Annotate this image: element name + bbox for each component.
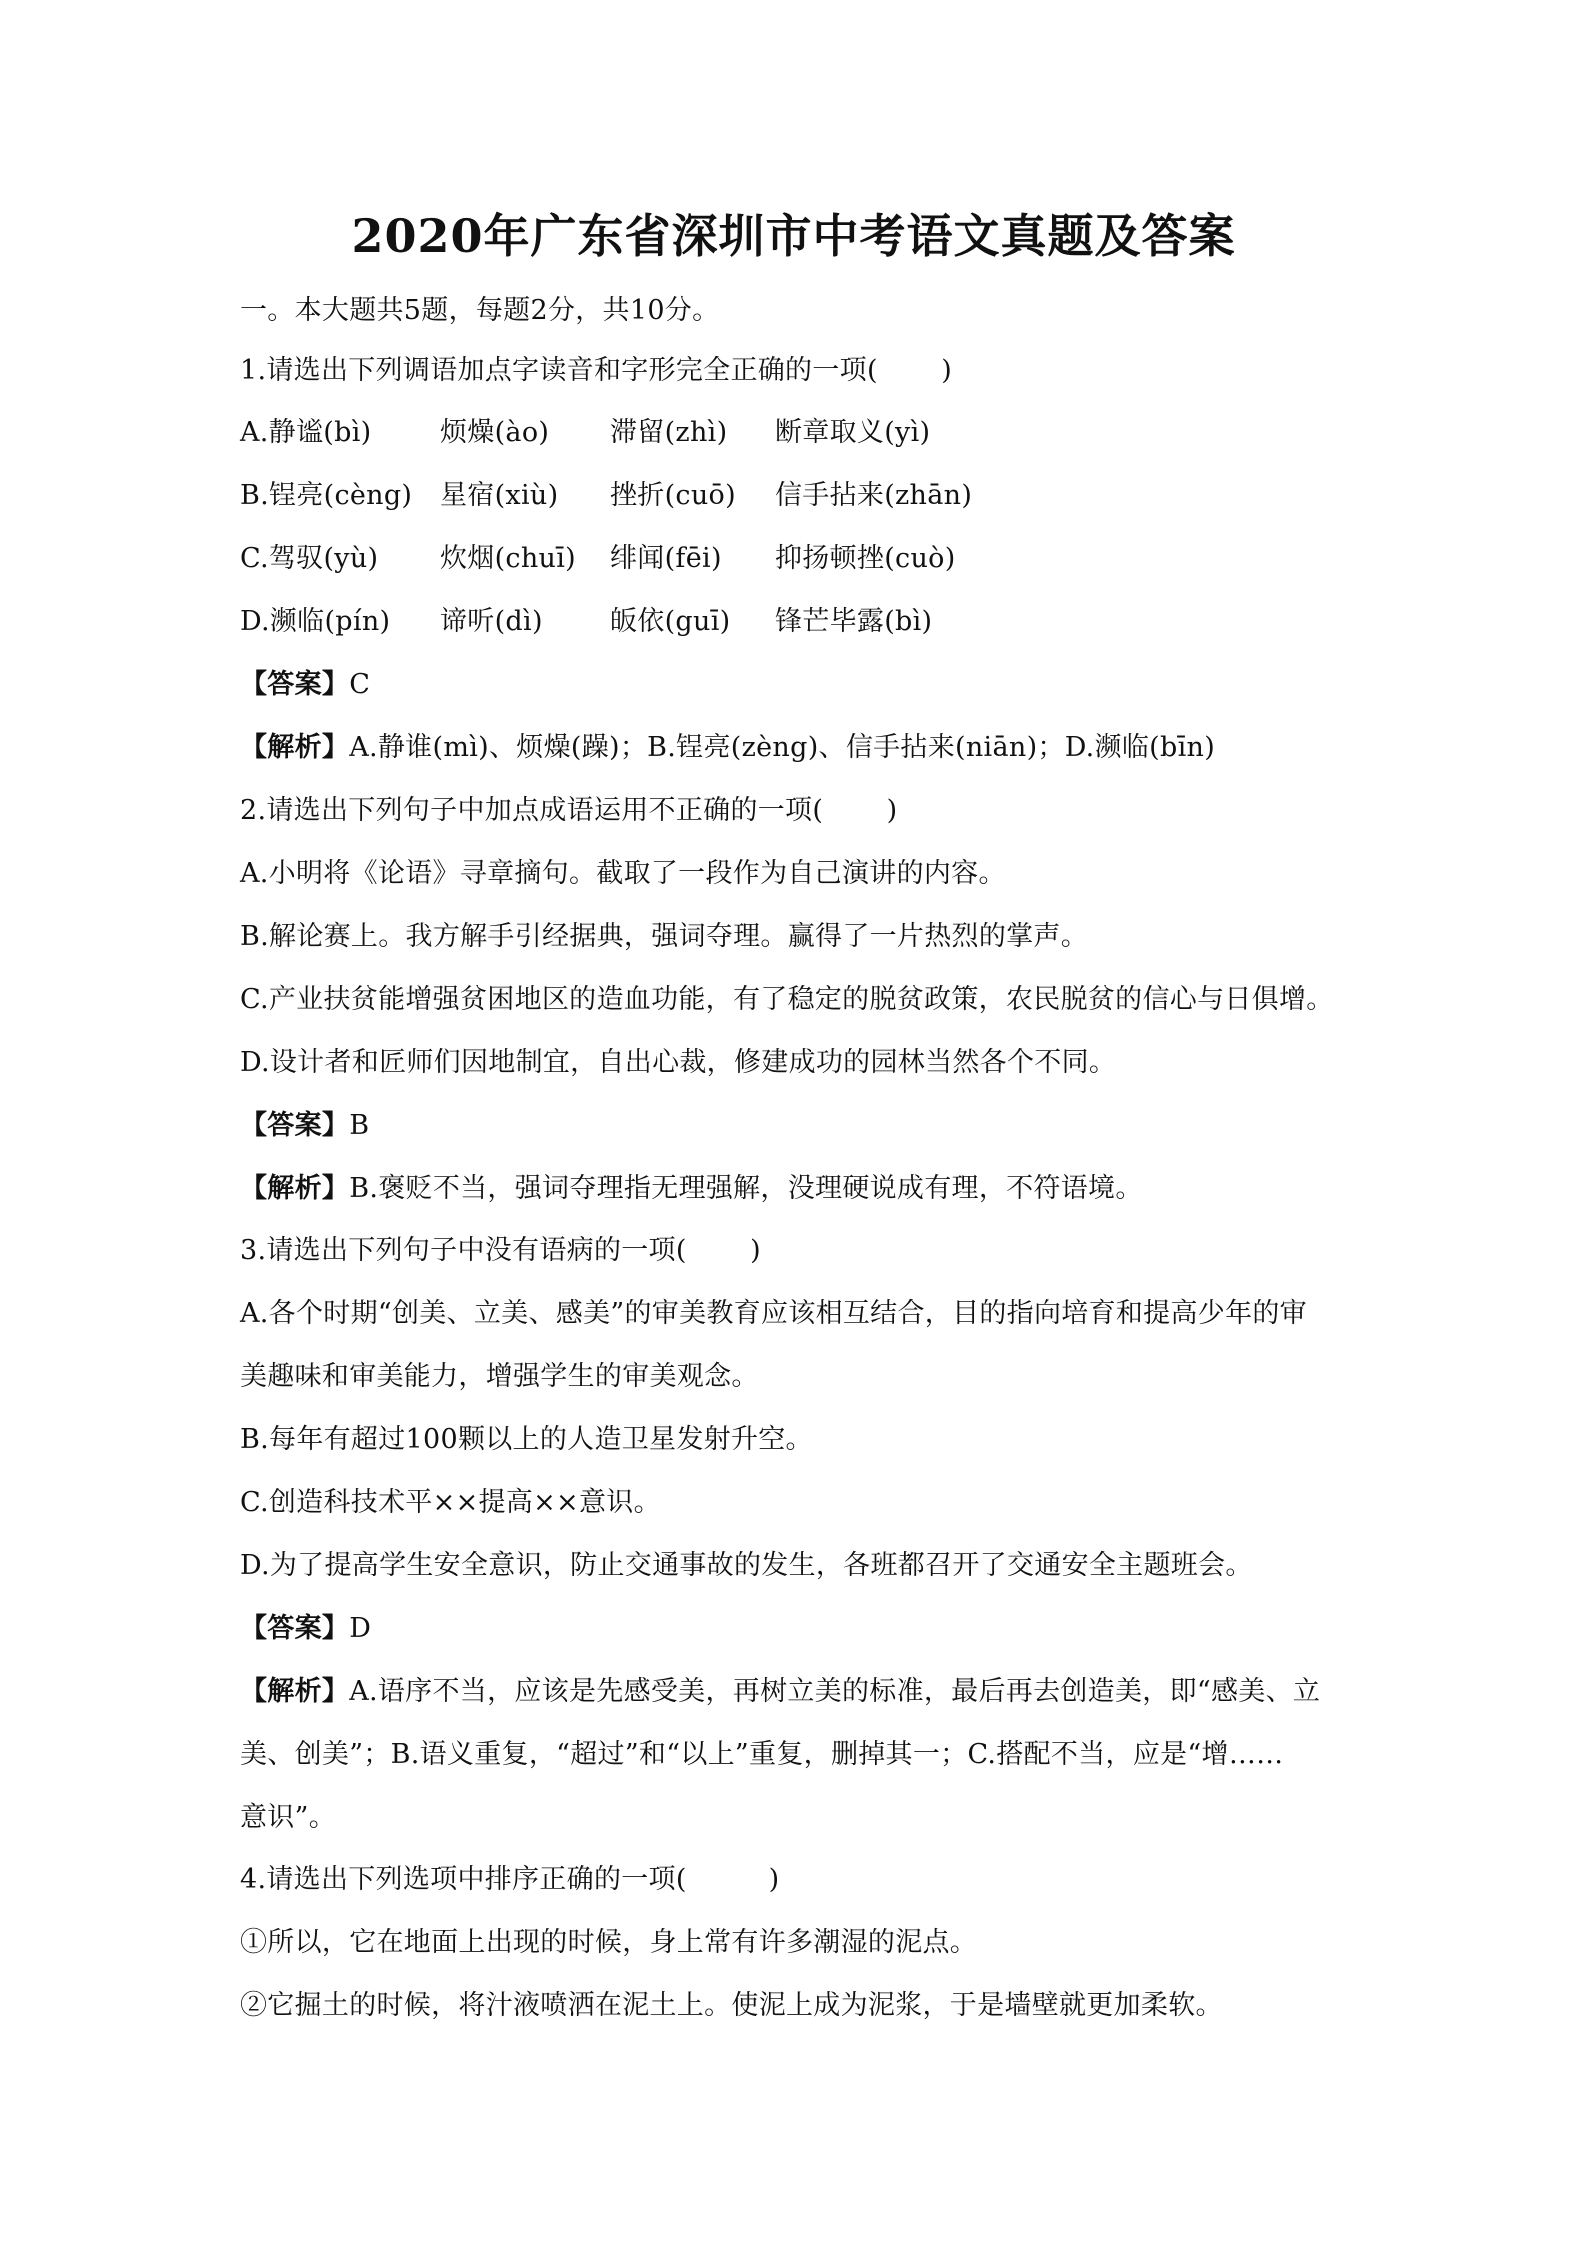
analysis-text: B.褒贬不当，强词夺理指无理强解，没理硬说成有理，不符语境。 <box>349 1173 1143 1204</box>
option-word: A.静谧(bì) <box>240 417 372 448</box>
option-word: 滞留(zhì) <box>610 417 728 448</box>
answer-tag: 【答案】 <box>240 1613 350 1644</box>
analysis-tag: 【解析】 <box>240 1676 350 1707</box>
answer-value: B <box>349 1110 370 1141</box>
option-word: D.濒临(pín) <box>240 606 391 637</box>
q2-option-c: C.产业扶贫能增强贫困地区的造血功能，有了稳定的脱贫政策，农民脱贫的信心与日俱增。 <box>240 984 1334 1015</box>
q4-sentence-1: ①所以，它在地面上出现的时候，身上常有许多潮湿的泥点。 <box>240 1927 978 1958</box>
q1-stem: 1.请选出下列调语加点字读音和字形完全正确的一项( ) <box>240 355 953 386</box>
q3-analysis-line2: 美、创美”；B.语义重复，“超过”和“以上”重复，删掉其一；C.搭配不当，应是“增…… <box>240 1739 1284 1770</box>
q2-analysis <box>240 1171 1357 1207</box>
option-word: 信手拈来(zhān) <box>775 480 973 511</box>
answer-tag: 【答案】 <box>240 669 350 700</box>
option-word: 星宿(xiù) <box>440 480 559 511</box>
option-word: 炊烟(chuī) <box>440 543 577 574</box>
option-word: 抑扬顿挫(cuò) <box>775 543 956 574</box>
q3-option-d: D.为了提高学生安全意识，防止交通事故的发生，各班都召开了交通安全主题班会。 <box>240 1550 1253 1581</box>
option-word: 挫折(cuō) <box>610 480 736 511</box>
q3-analysis-line1 <box>240 1674 1357 1710</box>
q3-analysis-line3: 意识”。 <box>240 1802 337 1833</box>
option-word: B.锃亮(cèng) <box>240 480 413 511</box>
analysis-tag: 【解析】 <box>240 1173 350 1204</box>
option-word: 烦燥(ào) <box>440 417 550 448</box>
option-word: 断章取义(yì) <box>775 417 931 448</box>
q1-answer <box>240 667 1357 703</box>
q2-option-d: D.设计者和匠师们因地制宜，自出心裁，修建成功的园林当然各个不同。 <box>240 1047 1117 1078</box>
analysis-text: A.静谁(mì)、烦燥(躁)；B.锃亮(zèng)、信手拈来(niān)；D.濒临(bīn) <box>349 732 1216 763</box>
option-word: 谛听(dì) <box>440 606 543 637</box>
q2-stem: 2.请选出下列句子中加点成语运用不正确的一项( ) <box>240 795 898 826</box>
answer-tag: 【答案】 <box>240 1110 350 1141</box>
answer-value: C <box>349 669 371 700</box>
q2-option-a: A.小明将《论语》寻章摘句。截取了一段作为自己演讲的内容。 <box>240 858 1006 889</box>
q3-stem: 3.请选出下列句子中没有语病的一项( ) <box>240 1235 762 1266</box>
option-word: 皈依(guī) <box>610 606 731 637</box>
q4-sentence-2: ②它掘土的时候，将汁液喷洒在泥土上。使泥上成为泥浆，于是墙壁就更加柔软。 <box>240 1990 1223 2021</box>
option-word: C.驾驭(yù) <box>240 543 379 574</box>
q3-answer <box>240 1611 1357 1647</box>
q2-option-b: B.解论赛上。我方解手引经据典，强词夺理。赢得了一片热烈的掌声。 <box>240 921 1089 952</box>
q2-answer <box>240 1108 1357 1144</box>
analysis-tag: 【解析】 <box>240 732 350 763</box>
q1-analysis <box>240 730 1357 766</box>
page-title: 2020年广东省深圳市中考语文真题及答案 <box>351 209 1236 263</box>
answer-value: D <box>349 1613 372 1644</box>
q3-option-a-line2: 美趣味和审美能力，增强学生的审美观念。 <box>240 1361 759 1392</box>
q4-stem: 4.请选出下列选项中排序正确的一项( ) <box>240 1864 780 1895</box>
analysis-text: A.语序不当，应该是先感受美，再树立美的标准，最后再去创造美，即“感美、立 <box>349 1676 1321 1707</box>
q3-option-b: B.每年有超过100颗以上的人造卫星发射升空。 <box>240 1424 813 1455</box>
option-word: 锋芒毕露(bì) <box>775 606 933 637</box>
q3-option-c: C.创造科技术平××提高××意识。 <box>240 1487 661 1518</box>
section-header: 一。本大题共5题，每题2分，共10分。 <box>240 295 720 326</box>
q3-option-a-line1: A.各个时期“创美、立美、感美”的审美教育应该相互结合，目的指向培育和提高少年的审 <box>240 1298 1307 1329</box>
option-word: 绯闻(fēi) <box>610 543 722 574</box>
